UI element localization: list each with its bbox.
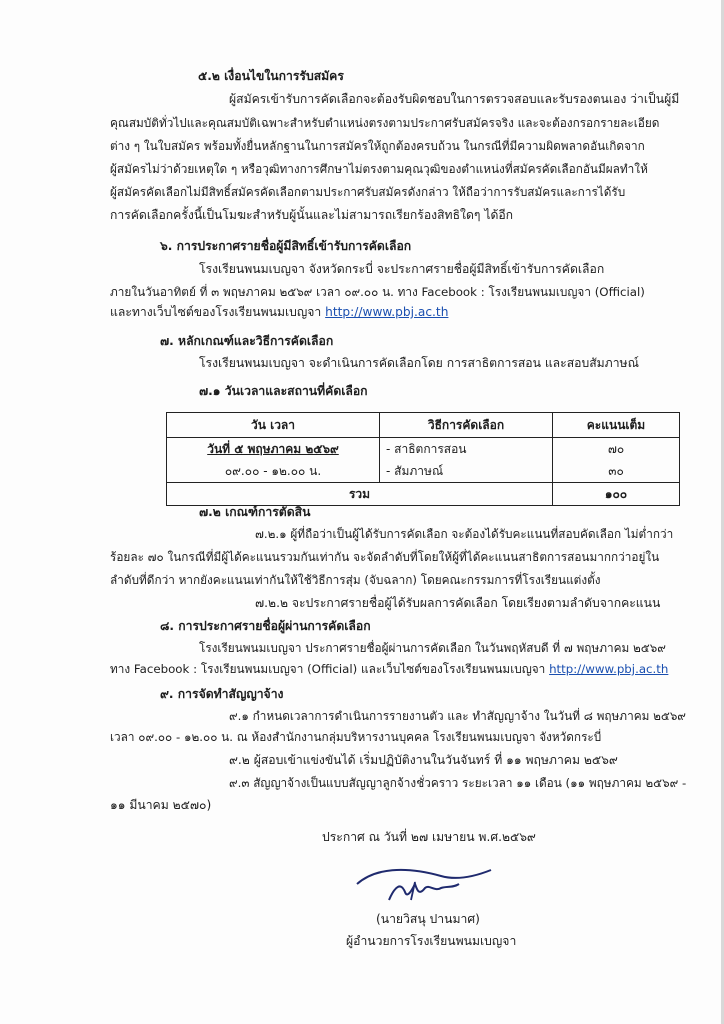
s72-line-4: ๗.๒.๒ จะประกาศรายชื่อผู้ได้รับผลการคัดเลือก โดยเรียงตามลำดับจากคะแนน (255, 596, 661, 610)
table-row (167, 438, 680, 461)
s9-line-3: ๙.๒ ผู้สอบเข้าแข่งขันได้ เริ่มปฏิบัติงานในวันจันทร์ ที่ ๑๑ พฤษภาคม ๒๕๖๙ (229, 753, 618, 767)
cell-date (167, 438, 380, 461)
school-website-link-2[interactable]: http://www.pbj.ac.th (549, 662, 669, 676)
s8-line-2 (110, 659, 668, 679)
s9-line-2: เวลา ๐๙.๐๐ - ๑๒.๐๐ น. ณ ห้องสำนักงานกลุ่มบริหารงานบุคคล โรงเรียนพนมเบญจา จังหวัดกระบี่ (110, 730, 602, 744)
cell-total-label: รวม (167, 483, 553, 506)
s6-line-3 (110, 302, 448, 322)
signatory-name: (นายวิสนุ ปานมาศ) (376, 912, 480, 926)
s72-line-3: ลำดับที่ดีกว่า หากยังคะแนนเท่ากันให้ใช้วิธีการสุ่ม (จับฉลาก) โดยคณะกรรมการที่โรงเรียนแต่งตั้ง (110, 573, 601, 587)
announcement-date: ประกาศ ณ วันที่ ๒๗ เมษายน พ.ศ.๒๕๖๙ (322, 830, 536, 844)
cell-score-1: ๗๐ (553, 438, 680, 461)
header-method: วิธีการคัดเลือก (380, 413, 553, 438)
s52-line-6: การคัดเลือกครั้งนี้เป็นโมฆะสำหรับผู้นั้นและไม่สามารถเรียกร้องสิทธิใดๆ ได้อีก (110, 208, 514, 222)
s6-line-3-text: และทางเว็บไซต์ของโรงเรียนพนมเบญจา (110, 305, 322, 319)
s6-line-2: ภายในวันอาทิตย์ ที่ ๓ พฤษภาคม ๒๕๖๙ เวลา ๐๙.๐๐ น. ทาง Facebook : โรงเรียนพนมเบญจา (Official) (110, 285, 645, 299)
s52-line-3: ต่าง ๆ ในใบสมัคร พร้อมทั้งยื่นหลักฐานในการสมัครให้ถูกต้องครบถ้วน ในกรณีที่มีความผิดพลาดอันเกิดจาก (110, 139, 645, 153)
section-6-heading: ๖. การประกาศรายชื่อผู้มีสิทธิ์เข้ารับการคัดเลือก (160, 239, 412, 253)
cell-time: ๐๙.๐๐ - ๑๒.๐๐ น. (167, 460, 380, 483)
signature-image (345, 862, 505, 908)
header-datetime: วัน เวลา (167, 413, 380, 438)
s72-line-1: ๗.๒.๑ ผู้ที่ถือว่าเป็นผู้ได้รับการคัดเลือก จะต้องได้รับคะแนนที่สอบคัดเลือก ไม่ต่ำกว่า (255, 527, 674, 541)
section-7-2-heading: ๗.๒ เกณฑ์การตัดสิน (199, 505, 311, 519)
s9-line-4: ๙.๓ สัญญาจ้างเป็นแบบสัญญาลูกจ้างชั่วคราว ระยะเวลา ๑๑ เดือน (๑๑ พฤษภาคม ๒๕๖๙ - (229, 776, 687, 790)
table-header-row (167, 413, 680, 438)
school-website-link[interactable]: http://www.pbj.ac.th (325, 305, 449, 319)
s8-line-1: โรงเรียนพนมเบญจา ประกาศรายชื่อผู้ผ่านการคัดเลือก ในวันพฤหัสบดี ที่ ๗ พฤษภาคม ๒๕๖๙ (199, 641, 666, 655)
section-9-heading: ๙. การจัดทำสัญญาจ้าง (160, 687, 284, 701)
s52-line-5: ผู้สมัครคัดเลือกไม่มีสิทธิ์สมัครคัดเลือกตามประกาศรับสมัครดังกล่าว ให้ถือว่าการรับสมัครและการได้รับ (110, 185, 626, 199)
section-7-heading: ๗. หลักเกณฑ์และวิธีการคัดเลือก (160, 334, 334, 348)
s6-line-1: โรงเรียนพนมเบญจา จังหวัดกระบี่ จะประกาศรายชื่อผู้มีสิทธิ์เข้ารับการคัดเลือก (199, 262, 605, 276)
section-8-heading: ๘. การประกาศรายชื่อผู้ผ่านการคัดเลือก (160, 619, 371, 633)
selection-schedule-table (166, 412, 680, 506)
selection-date: วันที่ ๕ พฤษภาคม ๒๕๖๙ (207, 441, 339, 456)
s52-line-4: ผู้สมัครไม่ว่าด้วยเหตุใด ๆ หรือวุฒิทางการศึกษาไม่ตรงตามคุณวุฒิของตำแหน่งที่สมัครคัดเลือกอันมีผลทำให้ (110, 162, 648, 176)
s9-line-5: ๑๑ มีนาคม ๒๕๗๐) (110, 798, 212, 812)
section-7-1-heading: ๗.๑ วันเวลาและสถานที่คัดเลือก (199, 384, 368, 398)
s52-line-2: คุณสมบัติทั่วไปและคุณสมบัติเฉพาะสำหรับตำแหน่งตรงตามประกาศรับสมัครจริง และจะต้องกรอกรายละเอียด (110, 116, 660, 130)
cell-score-2: ๓๐ (553, 460, 680, 483)
s72-line-2: ร้อยละ ๗๐ ในกรณีที่มีผู้ได้คะแนนรวมกันเท่ากัน จะจัดลำดับที่โดยให้ผู้ที่ได้คะแนนสาธิตการสอนมากกว่าอยู่ใน (110, 550, 660, 564)
header-score: คะแนนเต็ม (553, 413, 680, 438)
s9-line-1: ๙.๑ กำหนดเวลาการดำเนินการรายงานตัว และ ทำสัญญาจ้าง ในวันที่ ๘ พฤษภาคม ๒๕๖๙ (229, 709, 686, 723)
cell-method-2: - สัมภาษณ์ (380, 460, 553, 483)
cell-total-value: ๑๐๐ (553, 483, 680, 506)
table-row (167, 460, 680, 483)
cell-method-1: - สาธิตการสอน (380, 438, 553, 461)
section-5-2-heading: ๕.๒ เงื่อนไขในการรับสมัคร (198, 69, 344, 83)
s52-line-1: ผู้สมัครเข้ารับการคัดเลือกจะต้องรับผิดชอบในการตรวจสอบและรับรองตนเอง ว่าเป็นผู้มี (229, 92, 680, 106)
s7-line-1: โรงเรียนพนมเบญจา จะดำเนินการคัดเลือกโดย การสาธิตการสอน และสอบสัมภาษณ์ (199, 356, 639, 370)
s8-line-2-text: ทาง Facebook : โรงเรียนพนมเบญจา (Official) และเว็บไซต์ของโรงเรียนพนมเบญจา (110, 662, 546, 676)
signatory-position: ผู้อำนวยการโรงเรียนพนมเบญจา (346, 934, 517, 948)
